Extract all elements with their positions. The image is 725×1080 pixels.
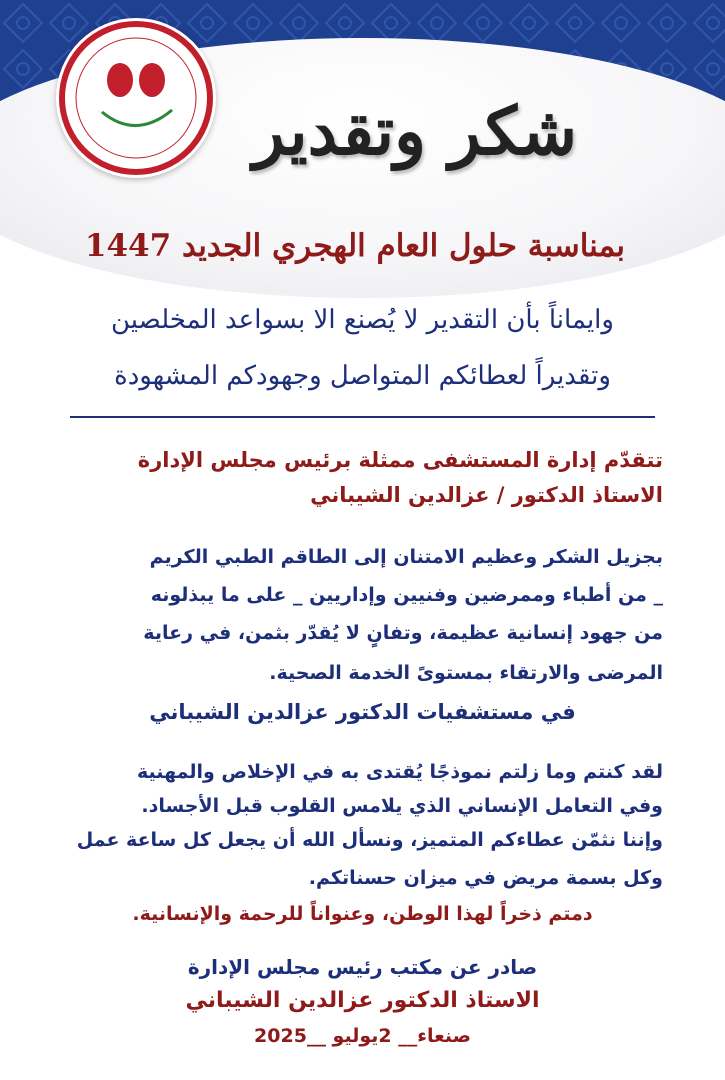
verse-line-1: وايماناً بأن التقدير لا يُصنع الا بسواعد المخلصين [111, 305, 614, 335]
page-title: شكر وتقدير [252, 92, 578, 170]
kidney-left-icon [107, 63, 133, 97]
divider [70, 416, 655, 418]
kidney-right-icon [139, 63, 165, 97]
verse-line-2: وتقديراً لعطائكم المتواصل وجهودكم المشهودة [114, 361, 611, 391]
paragraph-line: _ من أطباء وممرضين وفنيين وإداريين _ على ما يبذلونه [150, 584, 663, 606]
signature-name: الاستاذ الدكتور عزالدين الشيباني [185, 988, 540, 1013]
paragraph-line: وإننا نثمّن عطاءكم المتميز، ونسأل الله أن يجعل كل ساعة عمل [76, 829, 663, 851]
closing-line: دمتم ذخراً لهذا الوطن، وعنواناً للرحمة والإنسانية. [132, 903, 593, 925]
signature-date: صنعاء__ 2يوليو __2025 [254, 1025, 471, 1047]
hospital-line: في مستشفيات الدكتور عزالدين الشيباني [149, 700, 576, 724]
paragraph-line: وفي التعامل الإنساني الذي يلامس القلوب قبل الأجساد. [141, 795, 663, 817]
presenter-line-1: تتقدّم إدارة المستشفى ممثلة برئيس مجلس الإدارة [137, 448, 663, 472]
hospital-logo [56, 18, 216, 178]
presenter-line-2: الاستاذ الدكتور / عزالدين الشيباني [310, 483, 663, 507]
paragraph-line: المرضى والارتقاء بمستوىً الخدمة الصحية. [269, 662, 663, 684]
signature-office: صادر عن مكتب رئيس مجلس الإدارة [187, 955, 538, 979]
paragraph-line: بجزيل الشكر وعظيم الامتنان إلى الطاقم الطبي الكريم [149, 546, 663, 568]
paragraph-line: وكل بسمة مريض في ميزان حسناتكم. [308, 867, 663, 889]
occasion-heading: بمناسبة حلول العام الهجري الجديد 1447 [84, 228, 626, 264]
paragraph-line: من جهود إنسانية عظيمة، وتفانٍ لا يُقدّر بثمن، في رعاية [143, 622, 663, 644]
paragraph-line: لقد كنتم وما زلتم نموذجًا يُقتدى به في الإخلاص والمهنية [137, 761, 663, 783]
